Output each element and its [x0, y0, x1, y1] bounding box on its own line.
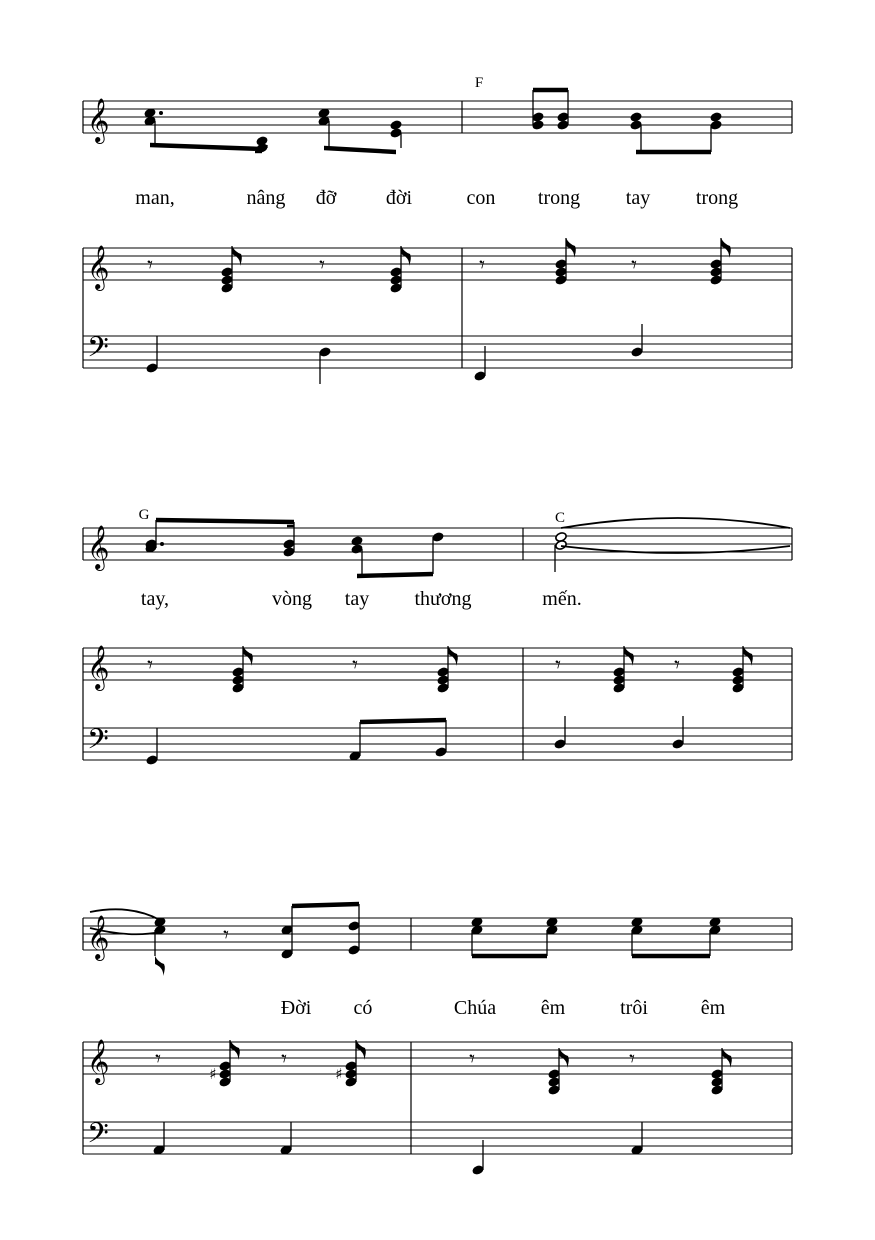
lyric-syllable: vòng	[272, 588, 312, 610]
beam	[472, 954, 547, 958]
eighth-rest: 𝄾	[479, 253, 485, 278]
eighth-rest: 𝄾	[147, 253, 153, 278]
eighth-rest: 𝄾	[155, 1047, 161, 1072]
eighth-rest: 𝄾	[319, 253, 325, 278]
eighth-rest: 𝄾	[674, 653, 680, 678]
treble-clef: 𝄞	[87, 525, 110, 569]
lyric-syllable: trôi	[620, 997, 648, 1019]
chord-symbol: C	[554, 510, 566, 526]
augmentation-dot	[159, 111, 163, 115]
lyric-syllable: có	[353, 997, 373, 1019]
lyric-syllable: man,	[135, 187, 175, 209]
lyric-syllable: êm	[700, 997, 726, 1019]
treble-clef: 𝄞	[87, 645, 110, 689]
lyric-syllable: mến.	[542, 588, 582, 610]
eighth-rest: 𝄾	[469, 1047, 475, 1072]
chord-symbol: G	[138, 507, 150, 523]
lyric-syllable: tay	[344, 588, 370, 610]
eighth-rest: 𝄾	[223, 923, 229, 948]
augmentation-dot	[160, 542, 164, 546]
lyric-syllable: thương	[414, 588, 472, 610]
eighth-rest: 𝄾	[629, 1047, 635, 1072]
treble-clef: 𝄞	[87, 1039, 110, 1083]
lyric-syllable: tay	[625, 187, 651, 209]
bass-clef: 𝄢	[87, 723, 109, 763]
lyric-syllable: Đời	[280, 997, 312, 1019]
eighth-rest: 𝄾	[352, 653, 358, 678]
lyric-syllable: trong	[537, 187, 581, 209]
sharp-sign: ♯	[335, 1065, 343, 1083]
lyric-syllable: Chúa	[453, 997, 497, 1019]
eighth-rest: 𝄾	[147, 653, 153, 678]
chord-symbol: F	[474, 75, 484, 91]
beam	[632, 954, 710, 958]
beam	[533, 88, 568, 92]
lyric-syllable: nâng	[246, 187, 286, 209]
lyric-syllable: trong	[695, 187, 739, 209]
lyric-syllable: đỡ	[315, 187, 337, 209]
lyric-syllable: tay,	[140, 588, 170, 610]
lyric-syllable: đời	[385, 187, 413, 209]
eighth-rest: 𝄾	[631, 253, 637, 278]
treble-clef: 𝄞	[87, 98, 110, 142]
lyric-syllable: con	[466, 187, 496, 209]
bass-clef: 𝄢	[87, 331, 109, 371]
bass-clef: 𝄢	[87, 1117, 109, 1157]
sharp-sign: ♯	[209, 1065, 217, 1083]
treble-clef: 𝄞	[87, 915, 110, 959]
treble-clef: 𝄞	[87, 245, 110, 289]
eighth-rest: 𝄾	[281, 1047, 287, 1072]
lyric-syllable: êm	[540, 997, 566, 1019]
beam	[636, 150, 711, 154]
eighth-rest: 𝄾	[555, 653, 561, 678]
